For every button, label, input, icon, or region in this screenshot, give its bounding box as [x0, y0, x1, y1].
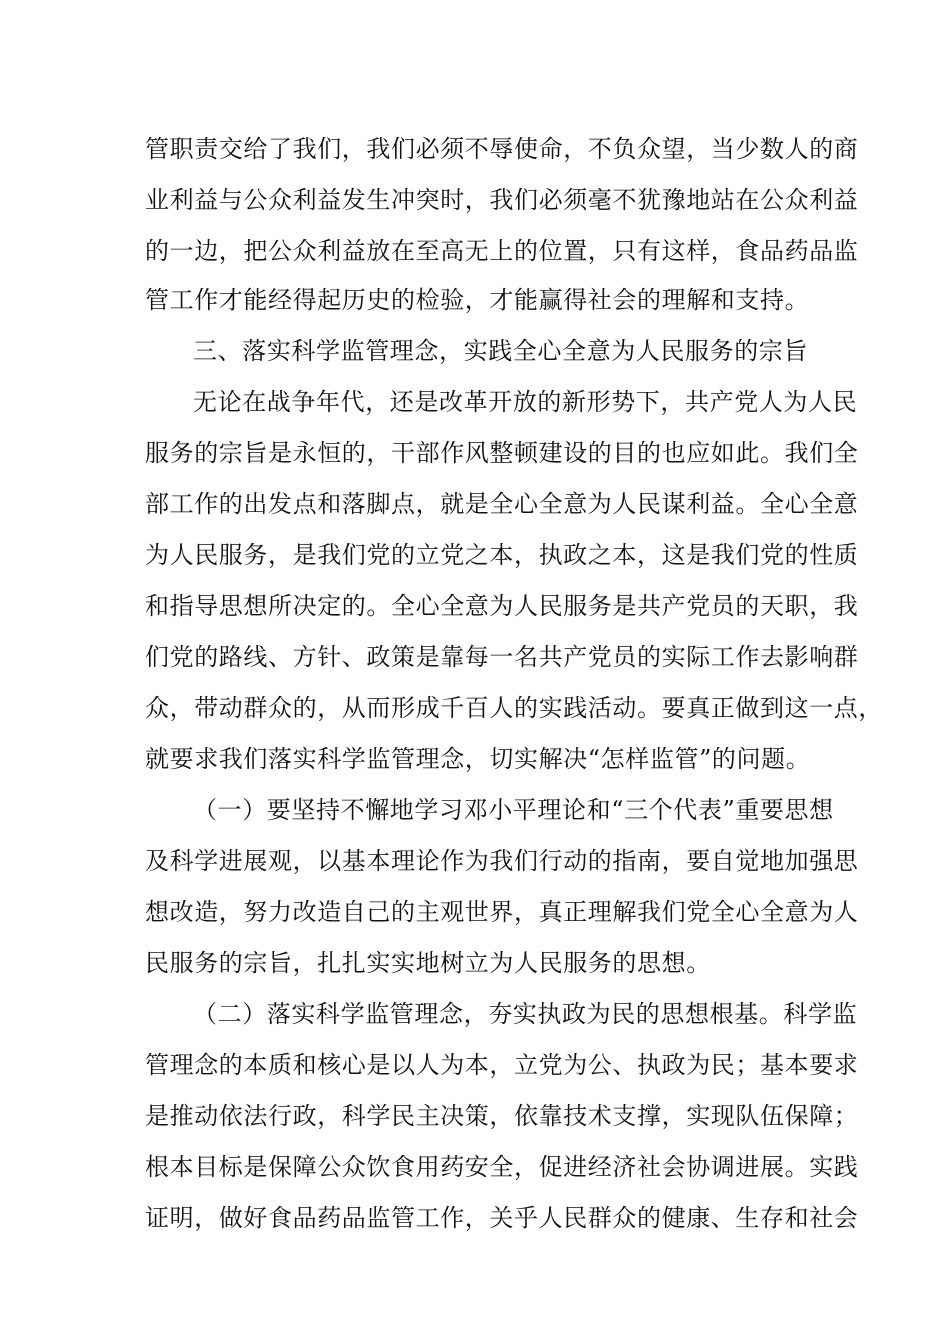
text-line: 民服务的宗旨，扎扎实实地树立为人民服务的思想。 [145, 949, 711, 977]
paragraph-first-line: （二）落实科学监管理念，夯实执政为民的思想根基。科学监 [193, 1000, 858, 1028]
text-line: 服务的宗旨是永恒的，干部作风整顿建设的目的也应如此。我们全 [145, 439, 859, 467]
text-line: 及科学进展观，以基本理论作为我们行动的指南，要自觉地加强思 [145, 847, 859, 875]
text-line: 就要求我们落实科学监管理念，切实解决“怎样监管”的问题。 [145, 745, 811, 773]
text-line: 部工作的出发点和落脚点，就是全心全意为人民谋利益。全心全意 [145, 490, 859, 518]
text-line: 众，带动群众的，从而形成千百人的实践活动。要真正做到这一点， [145, 694, 883, 722]
text-line: 和指导思想所决定的。全心全意为人民服务是共产党员的天职，我 [145, 592, 859, 620]
text-line: 管理念的本质和核心是以人为本，立党为公、执政为民；基本要求 [145, 1051, 859, 1079]
text-line: 证明，做好食品药品监管工作，关乎人民群众的健康、生存和社会 [145, 1204, 859, 1232]
text-line: 业利益与公众利益发生冲突时，我们必须毫不犹豫地站在公众利益 [145, 186, 859, 214]
text-line: 们党的路线、方针、政策是靠每一名共产党员的实际工作去影响群 [145, 643, 859, 671]
text-line: 想改造，努力改造自己的主观世界，真正理解我们党全心全意为人 [145, 898, 859, 926]
text-line: 是推动依法行政，科学民主决策，依靠技术支撑，实现队伍保障； [145, 1102, 859, 1130]
paragraph-first-line: 无论在战争年代，还是改革开放的新形势下，共产党人为人民 [193, 388, 858, 416]
section-heading: 三、落实科学监管理念，实践全心全意为人民服务的宗旨 [193, 337, 808, 365]
text-line: 根本目标是保障公众饮食用药安全，促进经济社会协调进展。实践 [145, 1153, 859, 1181]
text-line: 管职责交给了我们，我们必须不辱使命，不负众望，当少数人的商 [145, 135, 859, 163]
text-line: 为人民服务，是我们党的立党之本，执政之本，这是我们党的性质 [145, 541, 859, 569]
paragraph-first-line: （一）要坚持不懈地学习邓小平理论和“三个代表”重要思想 [193, 796, 834, 824]
text-line: 管工作才能经得起历史的检验，才能赢得社会的理解和支持。 [145, 286, 810, 314]
text-line: 的一边，把公众利益放在至高无上的位置，只有这样，食品药品监 [145, 237, 859, 265]
